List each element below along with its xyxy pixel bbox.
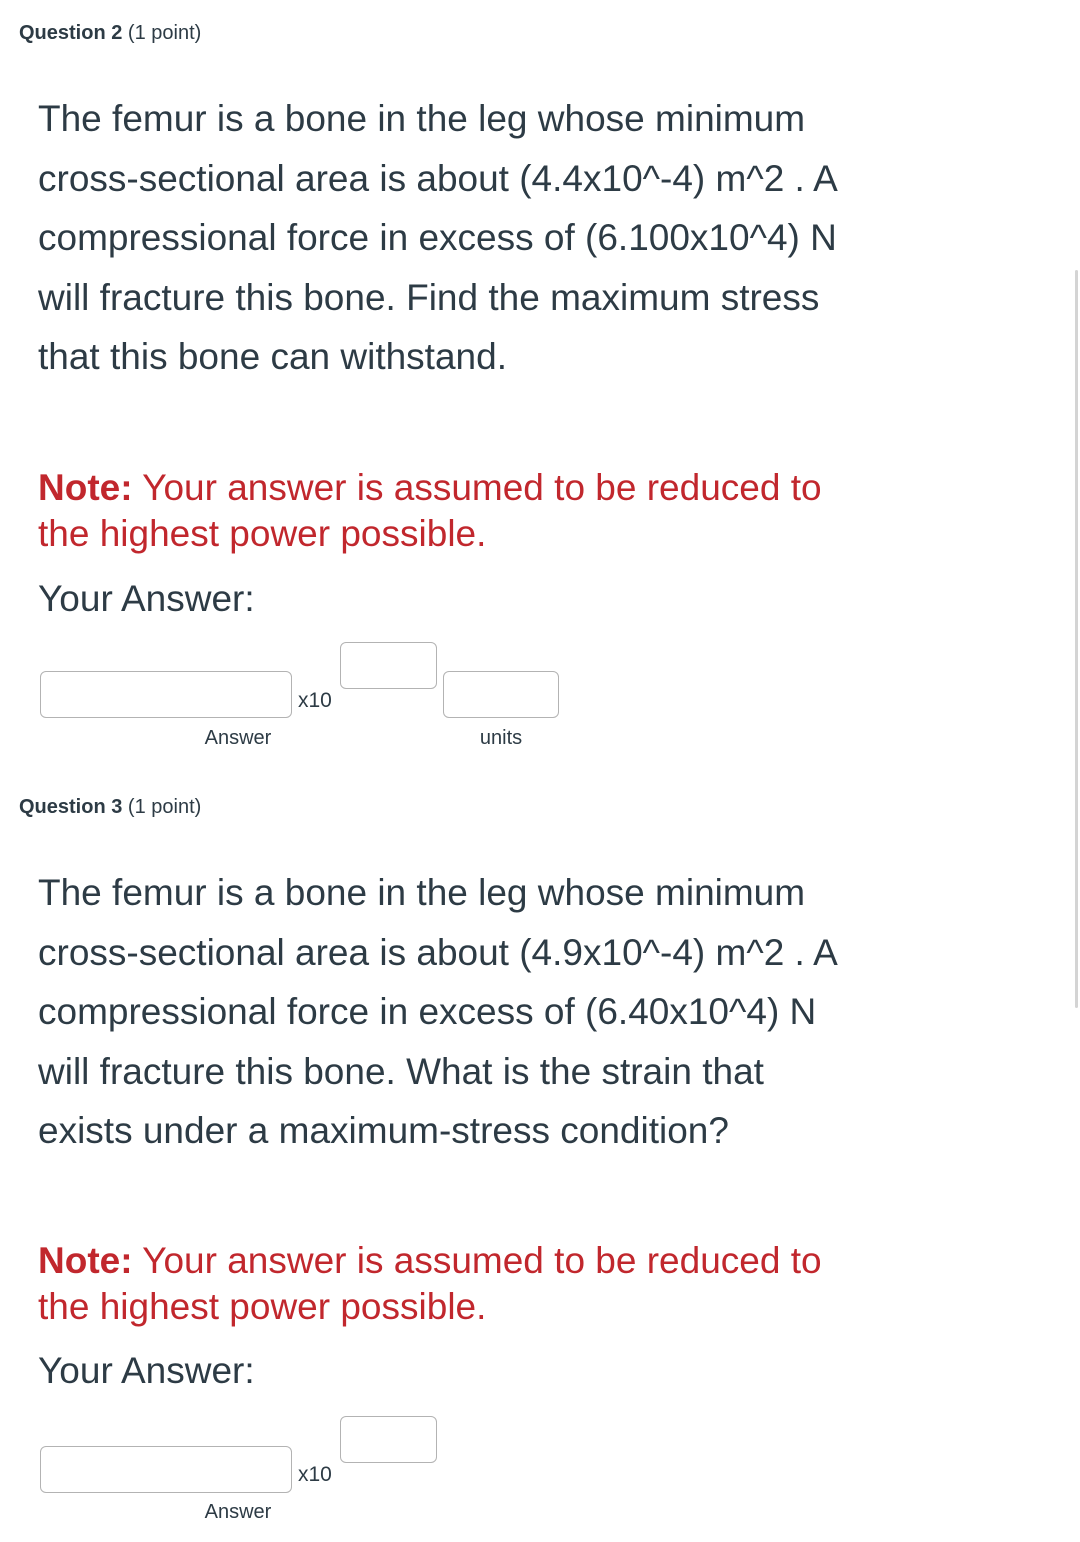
note-text: Your answer is assumed to be reduced to the highest power possible.	[38, 1240, 822, 1327]
question-text: The femur is a bone in the leg whose minimum cross-sectional area is about (4.9x10^-4) m^2 . A compressional force in excess of (6.40x10^4) N will fracture this bone. What is the strain that exists under a maximum-stress condition?	[38, 872, 836, 1151]
question-title: Question 2	[19, 22, 123, 44]
times-ten-label: x10	[298, 1463, 332, 1486]
answer-input[interactable]	[40, 671, 292, 718]
question-note	[38, 465, 878, 557]
note-text: Your answer is assumed to be reduced to the highest power possible.	[38, 467, 822, 554]
units-input[interactable]	[443, 671, 559, 718]
page-scrollbar[interactable]	[1075, 270, 1078, 1008]
question-title: Question 3	[19, 796, 123, 818]
answer-input[interactable]	[40, 1446, 292, 1493]
units-sublabel: units	[479, 727, 523, 749]
note-label: Note:	[38, 467, 133, 508]
times-ten-label: x10	[298, 689, 332, 712]
question-points: (1 point)	[127, 796, 202, 818]
question-text: The femur is a bone in the leg whose minimum cross-sectional area is about (4.4x10^-4) m^2 . A compressional force in excess of (6.100x10^4) N will fracture this bone. Find the maximum stress that this bone can withstand.	[38, 98, 837, 377]
question-header	[19, 20, 201, 46]
question-note	[38, 1238, 878, 1330]
exponent-input[interactable]	[340, 642, 437, 689]
answer-sublabel: Answer	[204, 727, 272, 749]
your-answer-label: Your Answer:	[38, 578, 255, 619]
question-points: (1 point)	[127, 22, 202, 44]
exponent-input[interactable]	[340, 1416, 437, 1463]
answer-sublabel: Answer	[204, 1501, 272, 1523]
note-label: Note:	[38, 1240, 133, 1281]
question-header	[19, 794, 201, 820]
your-answer-label: Your Answer:	[38, 1350, 255, 1391]
